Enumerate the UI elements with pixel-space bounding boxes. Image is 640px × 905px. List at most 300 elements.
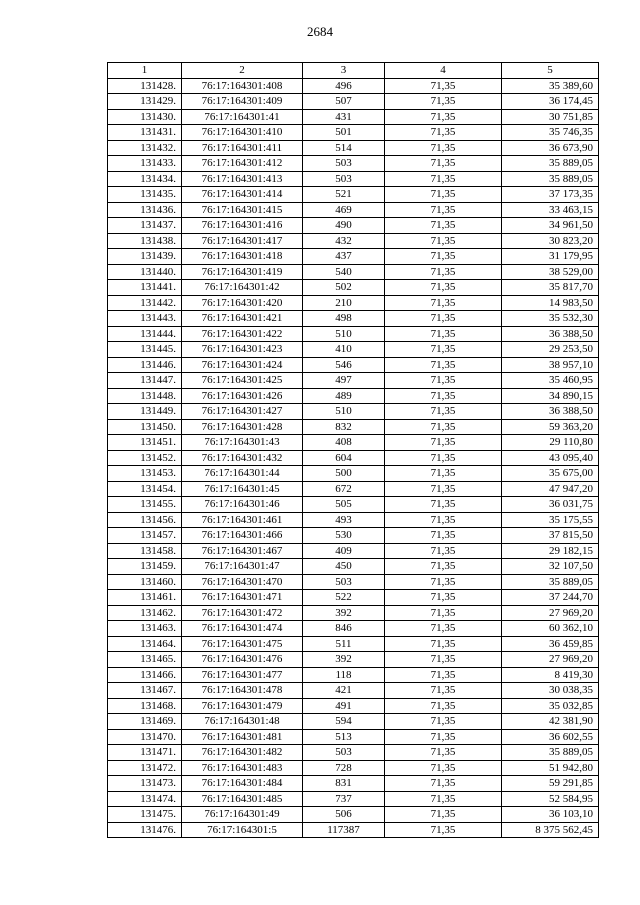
row-number-cell: 131440.	[108, 264, 182, 280]
cadastral-number-cell: 76:17:164301:410	[182, 125, 303, 141]
row-number-cell: 131431.	[108, 125, 182, 141]
table-row	[108, 373, 599, 389]
value-cell: 35 889,05	[502, 745, 599, 761]
table-row	[108, 807, 599, 823]
area-cell: 210	[303, 295, 385, 311]
cadastral-number-cell: 76:17:164301:45	[182, 481, 303, 497]
table-row	[108, 667, 599, 683]
rate-cell: 71,35	[385, 249, 502, 265]
area-cell: 594	[303, 714, 385, 730]
row-number-cell: 131444.	[108, 326, 182, 342]
area-cell: 437	[303, 249, 385, 265]
area-cell: 502	[303, 280, 385, 296]
rate-cell: 71,35	[385, 326, 502, 342]
value-cell: 36 673,90	[502, 140, 599, 156]
value-cell: 38 529,00	[502, 264, 599, 280]
row-number-cell: 131432.	[108, 140, 182, 156]
cadastral-number-cell: 76:17:164301:411	[182, 140, 303, 156]
row-number-cell: 131448.	[108, 388, 182, 404]
value-cell: 36 103,10	[502, 807, 599, 823]
cadastral-number-cell: 76:17:164301:484	[182, 776, 303, 792]
value-cell: 37 173,35	[502, 187, 599, 203]
table-row	[108, 481, 599, 497]
cadastral-number-cell: 76:17:164301:41	[182, 109, 303, 125]
area-cell: 503	[303, 156, 385, 172]
area-cell: 540	[303, 264, 385, 280]
table-row	[108, 156, 599, 172]
table-row	[108, 745, 599, 761]
table-row	[108, 574, 599, 590]
cadastral-number-cell: 76:17:164301:409	[182, 94, 303, 110]
area-cell: 392	[303, 605, 385, 621]
value-cell: 32 107,50	[502, 559, 599, 575]
cadastral-number-cell: 76:17:164301:425	[182, 373, 303, 389]
registry-table	[107, 62, 599, 838]
rate-cell: 71,35	[385, 636, 502, 652]
area-cell: 493	[303, 512, 385, 528]
row-number-cell: 131439.	[108, 249, 182, 265]
area-cell: 506	[303, 807, 385, 823]
table-row	[108, 109, 599, 125]
row-number-cell: 131447.	[108, 373, 182, 389]
rate-cell: 71,35	[385, 218, 502, 234]
rate-cell: 71,35	[385, 280, 502, 296]
area-cell: 469	[303, 202, 385, 218]
row-number-cell: 131446.	[108, 357, 182, 373]
row-number-cell: 131449.	[108, 404, 182, 420]
area-cell: 500	[303, 466, 385, 482]
cadastral-number-cell: 76:17:164301:426	[182, 388, 303, 404]
rate-cell: 71,35	[385, 590, 502, 606]
table-row	[108, 776, 599, 792]
value-cell: 33 463,15	[502, 202, 599, 218]
rate-cell: 71,35	[385, 295, 502, 311]
table-row	[108, 404, 599, 420]
row-number-cell: 131450.	[108, 419, 182, 435]
area-cell: 510	[303, 326, 385, 342]
rate-cell: 71,35	[385, 357, 502, 373]
area-cell: 514	[303, 140, 385, 156]
cadastral-number-cell: 76:17:164301:420	[182, 295, 303, 311]
cadastral-number-cell: 76:17:164301:418	[182, 249, 303, 265]
row-number-cell: 131438.	[108, 233, 182, 249]
row-number-cell: 131456.	[108, 512, 182, 528]
row-number-cell: 131428.	[108, 78, 182, 94]
cadastral-number-cell: 76:17:164301:476	[182, 652, 303, 668]
rate-cell: 71,35	[385, 264, 502, 280]
area-cell: 672	[303, 481, 385, 497]
rate-cell: 71,35	[385, 94, 502, 110]
row-number-cell: 131463.	[108, 621, 182, 637]
value-cell: 29 182,15	[502, 543, 599, 559]
cadastral-number-cell: 76:17:164301:477	[182, 667, 303, 683]
cadastral-number-cell: 76:17:164301:44	[182, 466, 303, 482]
rate-cell: 71,35	[385, 729, 502, 745]
value-cell: 8 419,30	[502, 667, 599, 683]
area-cell: 846	[303, 621, 385, 637]
cadastral-number-cell: 76:17:164301:43	[182, 435, 303, 451]
area-cell: 489	[303, 388, 385, 404]
area-cell: 503	[303, 745, 385, 761]
cadastral-number-cell: 76:17:164301:485	[182, 791, 303, 807]
table-row	[108, 512, 599, 528]
area-cell: 498	[303, 311, 385, 327]
table-row	[108, 311, 599, 327]
row-number-cell: 131436.	[108, 202, 182, 218]
row-number-cell: 131476.	[108, 822, 182, 838]
table-row	[108, 714, 599, 730]
value-cell: 34 890,15	[502, 388, 599, 404]
value-cell: 27 969,20	[502, 652, 599, 668]
rate-cell: 71,35	[385, 171, 502, 187]
cadastral-number-cell: 76:17:164301:432	[182, 450, 303, 466]
value-cell: 59 291,85	[502, 776, 599, 792]
value-cell: 59 363,20	[502, 419, 599, 435]
area-cell: 496	[303, 78, 385, 94]
rate-cell: 71,35	[385, 311, 502, 327]
value-cell: 27 969,20	[502, 605, 599, 621]
cadastral-number-cell: 76:17:164301:471	[182, 590, 303, 606]
table-row	[108, 125, 599, 141]
row-number-cell: 131472.	[108, 760, 182, 776]
row-number-cell: 131453.	[108, 466, 182, 482]
row-number-cell: 131475.	[108, 807, 182, 823]
table-row	[108, 698, 599, 714]
table-row	[108, 822, 599, 838]
cadastral-number-cell: 76:17:164301:415	[182, 202, 303, 218]
table-row	[108, 543, 599, 559]
row-number-cell: 131458.	[108, 543, 182, 559]
row-number-cell: 131452.	[108, 450, 182, 466]
area-cell: 392	[303, 652, 385, 668]
row-number-cell: 131433.	[108, 156, 182, 172]
column-header: 3	[303, 63, 385, 79]
rate-cell: 71,35	[385, 140, 502, 156]
value-cell: 35 746,35	[502, 125, 599, 141]
rate-cell: 71,35	[385, 745, 502, 761]
value-cell: 34 961,50	[502, 218, 599, 234]
table-row	[108, 218, 599, 234]
value-cell: 51 942,80	[502, 760, 599, 776]
area-cell: 410	[303, 342, 385, 358]
rate-cell: 71,35	[385, 528, 502, 544]
cadastral-number-cell: 76:17:164301:408	[182, 78, 303, 94]
area-cell: 117387	[303, 822, 385, 838]
table-row	[108, 140, 599, 156]
area-cell: 546	[303, 357, 385, 373]
cadastral-number-cell: 76:17:164301:474	[182, 621, 303, 637]
row-number-cell: 131454.	[108, 481, 182, 497]
value-cell: 47 947,20	[502, 481, 599, 497]
table-row	[108, 605, 599, 621]
value-cell: 37 815,50	[502, 528, 599, 544]
value-cell: 36 388,50	[502, 404, 599, 420]
value-cell: 36 459,85	[502, 636, 599, 652]
area-cell: 490	[303, 218, 385, 234]
table-row	[108, 683, 599, 699]
rate-cell: 71,35	[385, 466, 502, 482]
rate-cell: 71,35	[385, 683, 502, 699]
value-cell: 35 532,30	[502, 311, 599, 327]
table-row	[108, 233, 599, 249]
rate-cell: 71,35	[385, 109, 502, 125]
rate-cell: 71,35	[385, 760, 502, 776]
cadastral-number-cell: 76:17:164301:414	[182, 187, 303, 203]
table-row	[108, 621, 599, 637]
column-header: 4	[385, 63, 502, 79]
rate-cell: 71,35	[385, 187, 502, 203]
area-cell: 450	[303, 559, 385, 575]
table-row	[108, 202, 599, 218]
area-cell: 832	[303, 419, 385, 435]
area-cell: 604	[303, 450, 385, 466]
area-cell: 728	[303, 760, 385, 776]
table-row	[108, 559, 599, 575]
area-cell: 497	[303, 373, 385, 389]
table-row	[108, 187, 599, 203]
table-row	[108, 357, 599, 373]
value-cell: 35 889,05	[502, 156, 599, 172]
cadastral-number-cell: 76:17:164301:48	[182, 714, 303, 730]
cadastral-number-cell: 76:17:164301:422	[182, 326, 303, 342]
cadastral-number-cell: 76:17:164301:472	[182, 605, 303, 621]
table-row	[108, 435, 599, 451]
row-number-cell: 131469.	[108, 714, 182, 730]
row-number-cell: 131443.	[108, 311, 182, 327]
table-row	[108, 791, 599, 807]
rate-cell: 71,35	[385, 698, 502, 714]
rate-cell: 71,35	[385, 776, 502, 792]
value-cell: 35 032,85	[502, 698, 599, 714]
table-row	[108, 497, 599, 513]
rate-cell: 71,35	[385, 667, 502, 683]
area-cell: 510	[303, 404, 385, 420]
area-cell: 421	[303, 683, 385, 699]
row-number-cell: 131455.	[108, 497, 182, 513]
row-number-cell: 131441.	[108, 280, 182, 296]
cadastral-number-cell: 76:17:164301:47	[182, 559, 303, 575]
area-cell: 409	[303, 543, 385, 559]
rate-cell: 71,35	[385, 574, 502, 590]
row-number-cell: 131474.	[108, 791, 182, 807]
rate-cell: 71,35	[385, 481, 502, 497]
cadastral-number-cell: 76:17:164301:479	[182, 698, 303, 714]
value-cell: 43 095,40	[502, 450, 599, 466]
cadastral-number-cell: 76:17:164301:427	[182, 404, 303, 420]
cadastral-number-cell: 76:17:164301:49	[182, 807, 303, 823]
table-row	[108, 466, 599, 482]
row-number-cell: 131468.	[108, 698, 182, 714]
table-row	[108, 388, 599, 404]
column-header: 1	[108, 63, 182, 79]
table-row	[108, 729, 599, 745]
cadastral-number-cell: 76:17:164301:413	[182, 171, 303, 187]
area-cell: 513	[303, 729, 385, 745]
value-cell: 60 362,10	[502, 621, 599, 637]
table-row	[108, 450, 599, 466]
area-cell: 503	[303, 171, 385, 187]
cadastral-number-cell: 76:17:164301:416	[182, 218, 303, 234]
row-number-cell: 131471.	[108, 745, 182, 761]
row-number-cell: 131460.	[108, 574, 182, 590]
page-number: 2684	[307, 24, 333, 39]
cadastral-number-cell: 76:17:164301:461	[182, 512, 303, 528]
rate-cell: 71,35	[385, 652, 502, 668]
cadastral-number-cell: 76:17:164301:475	[182, 636, 303, 652]
value-cell: 36 031,75	[502, 497, 599, 513]
cadastral-number-cell: 76:17:164301:466	[182, 528, 303, 544]
cadastral-number-cell: 76:17:164301:46	[182, 497, 303, 513]
table-row	[108, 590, 599, 606]
row-number-cell: 131464.	[108, 636, 182, 652]
column-header: 2	[182, 63, 303, 79]
area-cell: 118	[303, 667, 385, 683]
row-number-cell: 131429.	[108, 94, 182, 110]
value-cell: 35 389,60	[502, 78, 599, 94]
rate-cell: 71,35	[385, 419, 502, 435]
cadastral-number-cell: 76:17:164301:419	[182, 264, 303, 280]
table-row	[108, 264, 599, 280]
row-number-cell: 131466.	[108, 667, 182, 683]
row-number-cell: 131451.	[108, 435, 182, 451]
row-number-cell: 131467.	[108, 683, 182, 699]
cadastral-number-cell: 76:17:164301:478	[182, 683, 303, 699]
rate-cell: 71,35	[385, 435, 502, 451]
rate-cell: 71,35	[385, 497, 502, 513]
value-cell: 52 584,95	[502, 791, 599, 807]
value-cell: 36 174,45	[502, 94, 599, 110]
value-cell: 30 751,85	[502, 109, 599, 125]
cadastral-number-cell: 76:17:164301:483	[182, 760, 303, 776]
value-cell: 35 175,55	[502, 512, 599, 528]
value-cell: 37 244,70	[502, 590, 599, 606]
table-row	[108, 94, 599, 110]
area-cell: 503	[303, 574, 385, 590]
value-cell: 36 602,55	[502, 729, 599, 745]
value-cell: 35 675,00	[502, 466, 599, 482]
rate-cell: 71,35	[385, 605, 502, 621]
row-number-cell: 131435.	[108, 187, 182, 203]
table-row	[108, 636, 599, 652]
cadastral-number-cell: 76:17:164301:467	[182, 543, 303, 559]
table-row	[108, 171, 599, 187]
rate-cell: 71,35	[385, 543, 502, 559]
value-cell: 35 460,95	[502, 373, 599, 389]
area-cell: 507	[303, 94, 385, 110]
cadastral-number-cell: 76:17:164301:5	[182, 822, 303, 838]
table-row	[108, 78, 599, 94]
cadastral-number-cell: 76:17:164301:421	[182, 311, 303, 327]
cadastral-number-cell: 76:17:164301:482	[182, 745, 303, 761]
cadastral-number-cell: 76:17:164301:428	[182, 419, 303, 435]
value-cell: 36 388,50	[502, 326, 599, 342]
rate-cell: 71,35	[385, 791, 502, 807]
rate-cell: 71,35	[385, 373, 502, 389]
area-cell: 491	[303, 698, 385, 714]
value-cell: 38 957,10	[502, 357, 599, 373]
value-cell: 42 381,90	[502, 714, 599, 730]
row-number-cell: 131470.	[108, 729, 182, 745]
rate-cell: 71,35	[385, 388, 502, 404]
area-cell: 831	[303, 776, 385, 792]
row-number-cell: 131430.	[108, 109, 182, 125]
value-cell: 31 179,95	[502, 249, 599, 265]
rate-cell: 71,35	[385, 621, 502, 637]
table-row	[108, 652, 599, 668]
row-number-cell: 131434.	[108, 171, 182, 187]
row-number-cell: 131462.	[108, 605, 182, 621]
column-header: 5	[502, 63, 599, 79]
value-cell: 35 889,05	[502, 574, 599, 590]
table-row	[108, 280, 599, 296]
area-cell: 501	[303, 125, 385, 141]
area-cell: 505	[303, 497, 385, 513]
cadastral-number-cell: 76:17:164301:423	[182, 342, 303, 358]
rate-cell: 71,35	[385, 450, 502, 466]
table-header-row	[108, 63, 599, 79]
row-number-cell: 131437.	[108, 218, 182, 234]
rate-cell: 71,35	[385, 342, 502, 358]
area-cell: 521	[303, 187, 385, 203]
cadastral-number-cell: 76:17:164301:424	[182, 357, 303, 373]
area-cell: 530	[303, 528, 385, 544]
value-cell: 30 038,35	[502, 683, 599, 699]
table-row	[108, 249, 599, 265]
area-cell: 737	[303, 791, 385, 807]
rate-cell: 71,35	[385, 202, 502, 218]
rate-cell: 71,35	[385, 807, 502, 823]
cadastral-number-cell: 76:17:164301:470	[182, 574, 303, 590]
table-row	[108, 342, 599, 358]
cadastral-number-cell: 76:17:164301:481	[182, 729, 303, 745]
rate-cell: 71,35	[385, 512, 502, 528]
value-cell: 29 253,50	[502, 342, 599, 358]
cadastral-number-cell: 76:17:164301:412	[182, 156, 303, 172]
row-number-cell: 131465.	[108, 652, 182, 668]
row-number-cell: 131442.	[108, 295, 182, 311]
row-number-cell: 131473.	[108, 776, 182, 792]
rate-cell: 71,35	[385, 233, 502, 249]
value-cell: 29 110,80	[502, 435, 599, 451]
rate-cell: 71,35	[385, 78, 502, 94]
cadastral-number-cell: 76:17:164301:42	[182, 280, 303, 296]
rate-cell: 71,35	[385, 156, 502, 172]
area-cell: 432	[303, 233, 385, 249]
area-cell: 522	[303, 590, 385, 606]
row-number-cell: 131459.	[108, 559, 182, 575]
table-row	[108, 760, 599, 776]
area-cell: 511	[303, 636, 385, 652]
value-cell: 30 823,20	[502, 233, 599, 249]
value-cell: 35 889,05	[502, 171, 599, 187]
table-row	[108, 528, 599, 544]
cadastral-number-cell: 76:17:164301:417	[182, 233, 303, 249]
rate-cell: 71,35	[385, 559, 502, 575]
table-row	[108, 419, 599, 435]
rate-cell: 71,35	[385, 125, 502, 141]
rate-cell: 71,35	[385, 714, 502, 730]
row-number-cell: 131445.	[108, 342, 182, 358]
value-cell: 8 375 562,45	[502, 822, 599, 838]
rate-cell: 71,35	[385, 404, 502, 420]
value-cell: 14 983,50	[502, 295, 599, 311]
area-cell: 431	[303, 109, 385, 125]
table-row	[108, 295, 599, 311]
table-row	[108, 326, 599, 342]
rate-cell: 71,35	[385, 822, 502, 838]
value-cell: 35 817,70	[502, 280, 599, 296]
row-number-cell: 131457.	[108, 528, 182, 544]
